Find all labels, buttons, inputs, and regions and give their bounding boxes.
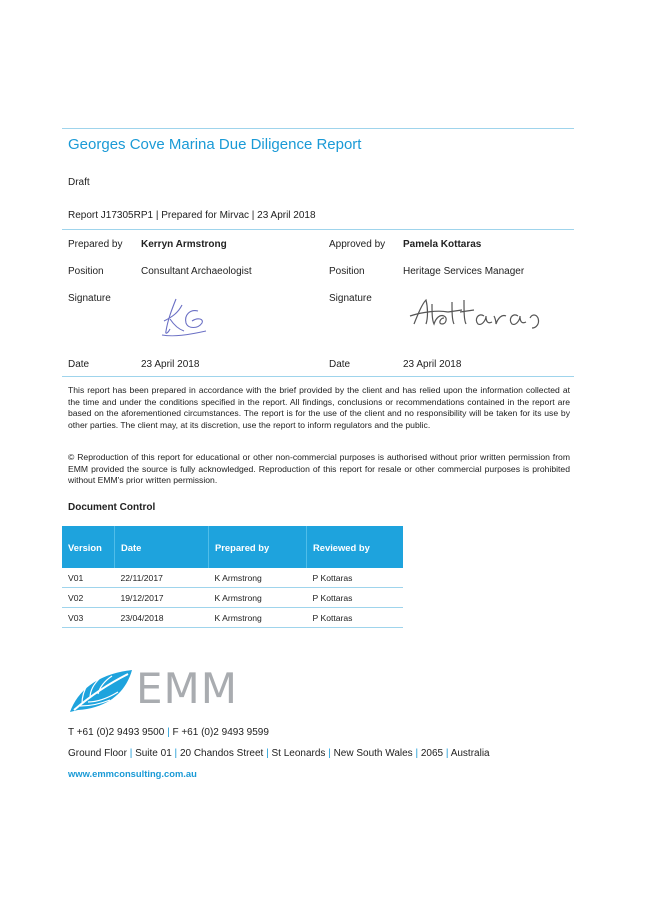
separator: | xyxy=(171,748,180,759)
approved-position: Heritage Services Manager xyxy=(403,266,525,277)
report-title: Georges Cove Marina Due Diligence Report xyxy=(68,136,362,153)
table-header-row xyxy=(62,526,403,568)
separator: | xyxy=(263,748,272,759)
approved-by-label: Approved by xyxy=(329,239,386,250)
report-status: Draft xyxy=(68,177,90,188)
table-cell: 22/11/2017 xyxy=(115,568,209,588)
logo-wordmark: EMM xyxy=(136,664,239,713)
table-row xyxy=(62,608,403,628)
prepared-date-label: Date xyxy=(68,359,90,370)
phone-number: T +61 (0)2 9493 9500 xyxy=(68,727,165,738)
table-cell: V01 xyxy=(62,568,115,588)
address-part: 2065 xyxy=(420,748,444,759)
table-cell: V03 xyxy=(62,608,115,628)
approved-signature-label: Signature xyxy=(329,293,372,304)
contact-address xyxy=(68,748,490,759)
separator: | xyxy=(325,748,334,759)
emm-logo xyxy=(68,664,258,714)
document-control-table xyxy=(62,526,403,628)
table-cell: P Kottaras xyxy=(307,608,404,628)
address-part: New South Wales xyxy=(333,748,413,759)
table-row xyxy=(62,588,403,608)
table-cell: K Armstrong xyxy=(209,568,307,588)
signoff-bottom-rule xyxy=(62,376,574,377)
contact-phone-fax xyxy=(68,727,269,738)
leaf-logo-icon xyxy=(68,668,134,714)
table-cell: V02 xyxy=(62,588,115,608)
separator: | xyxy=(167,727,173,738)
address-part: 20 Chandos Street xyxy=(179,748,264,759)
prepared-signature-image xyxy=(158,295,210,341)
table-cell: P Kottaras xyxy=(307,568,404,588)
prepared-position-label: Position xyxy=(68,266,104,277)
approved-date: 23 April 2018 xyxy=(403,359,462,370)
prepared-by-name: Kerryn Armstrong xyxy=(141,239,227,250)
address-part: Suite 01 xyxy=(135,748,172,759)
table-cell: K Armstrong xyxy=(209,608,307,628)
prepared-signature-label: Signature xyxy=(68,293,111,304)
column-header-date: Date xyxy=(115,526,209,568)
table-row xyxy=(62,568,403,588)
separator: | xyxy=(126,748,136,759)
top-rule xyxy=(62,128,574,129)
address-part: Australia xyxy=(450,748,490,759)
document-control-heading: Document Control xyxy=(68,502,156,513)
fax-number: F +61 (0)2 9493 9599 xyxy=(172,727,269,738)
report-reference: Report J17305RP1 | Prepared for Mirvac | 23 April 2018 xyxy=(68,210,316,221)
disclaimer-paragraph: This report has been prepared in accordance with the brief provided by the client and has relied upon the information collected at the time and under the conditions specified in the report. All findings, conclusions or recommendations contained in the report are based on the aforementioned circumstances. The report is for the use of the client and no responsibility will be taken for its use by other parties. The client may, at its discretion, use the report to inform regulators and the public. xyxy=(68,385,570,430)
website-link[interactable]: www.emmconsulting.com.au xyxy=(68,768,197,779)
copyright-paragraph: © Reproduction of this report for educational or other non-commercial purposes is authorised without prior written permission from EMM provided the source is fully acknowledged. Reproduction of this report for resale or other commercial purposes is prohibited without EMM's prior written permission. xyxy=(68,452,570,486)
separator: | xyxy=(412,748,421,759)
address-part: Ground Floor xyxy=(68,748,127,759)
table-cell: P Kottaras xyxy=(307,588,404,608)
table-cell: 19/12/2017 xyxy=(115,588,209,608)
address-part: St Leonards xyxy=(271,748,326,759)
prepared-position: Consultant Archaeologist xyxy=(141,266,252,277)
column-header-version: Version xyxy=(62,526,115,568)
table-cell: 23/04/2018 xyxy=(115,608,209,628)
approved-position-label: Position xyxy=(329,266,365,277)
prepared-date: 23 April 2018 xyxy=(141,359,200,370)
column-header-reviewed-by: Reviewed by xyxy=(307,526,404,568)
separator: | xyxy=(443,748,451,759)
table-cell: K Armstrong xyxy=(209,588,307,608)
prepared-by-label: Prepared by xyxy=(68,239,123,250)
signoff-top-rule xyxy=(62,229,574,230)
approved-date-label: Date xyxy=(329,359,351,370)
approved-signature-image xyxy=(408,294,548,330)
column-header-prepared-by: Prepared by xyxy=(209,526,307,568)
approved-by-name: Pamela Kottaras xyxy=(403,239,482,250)
